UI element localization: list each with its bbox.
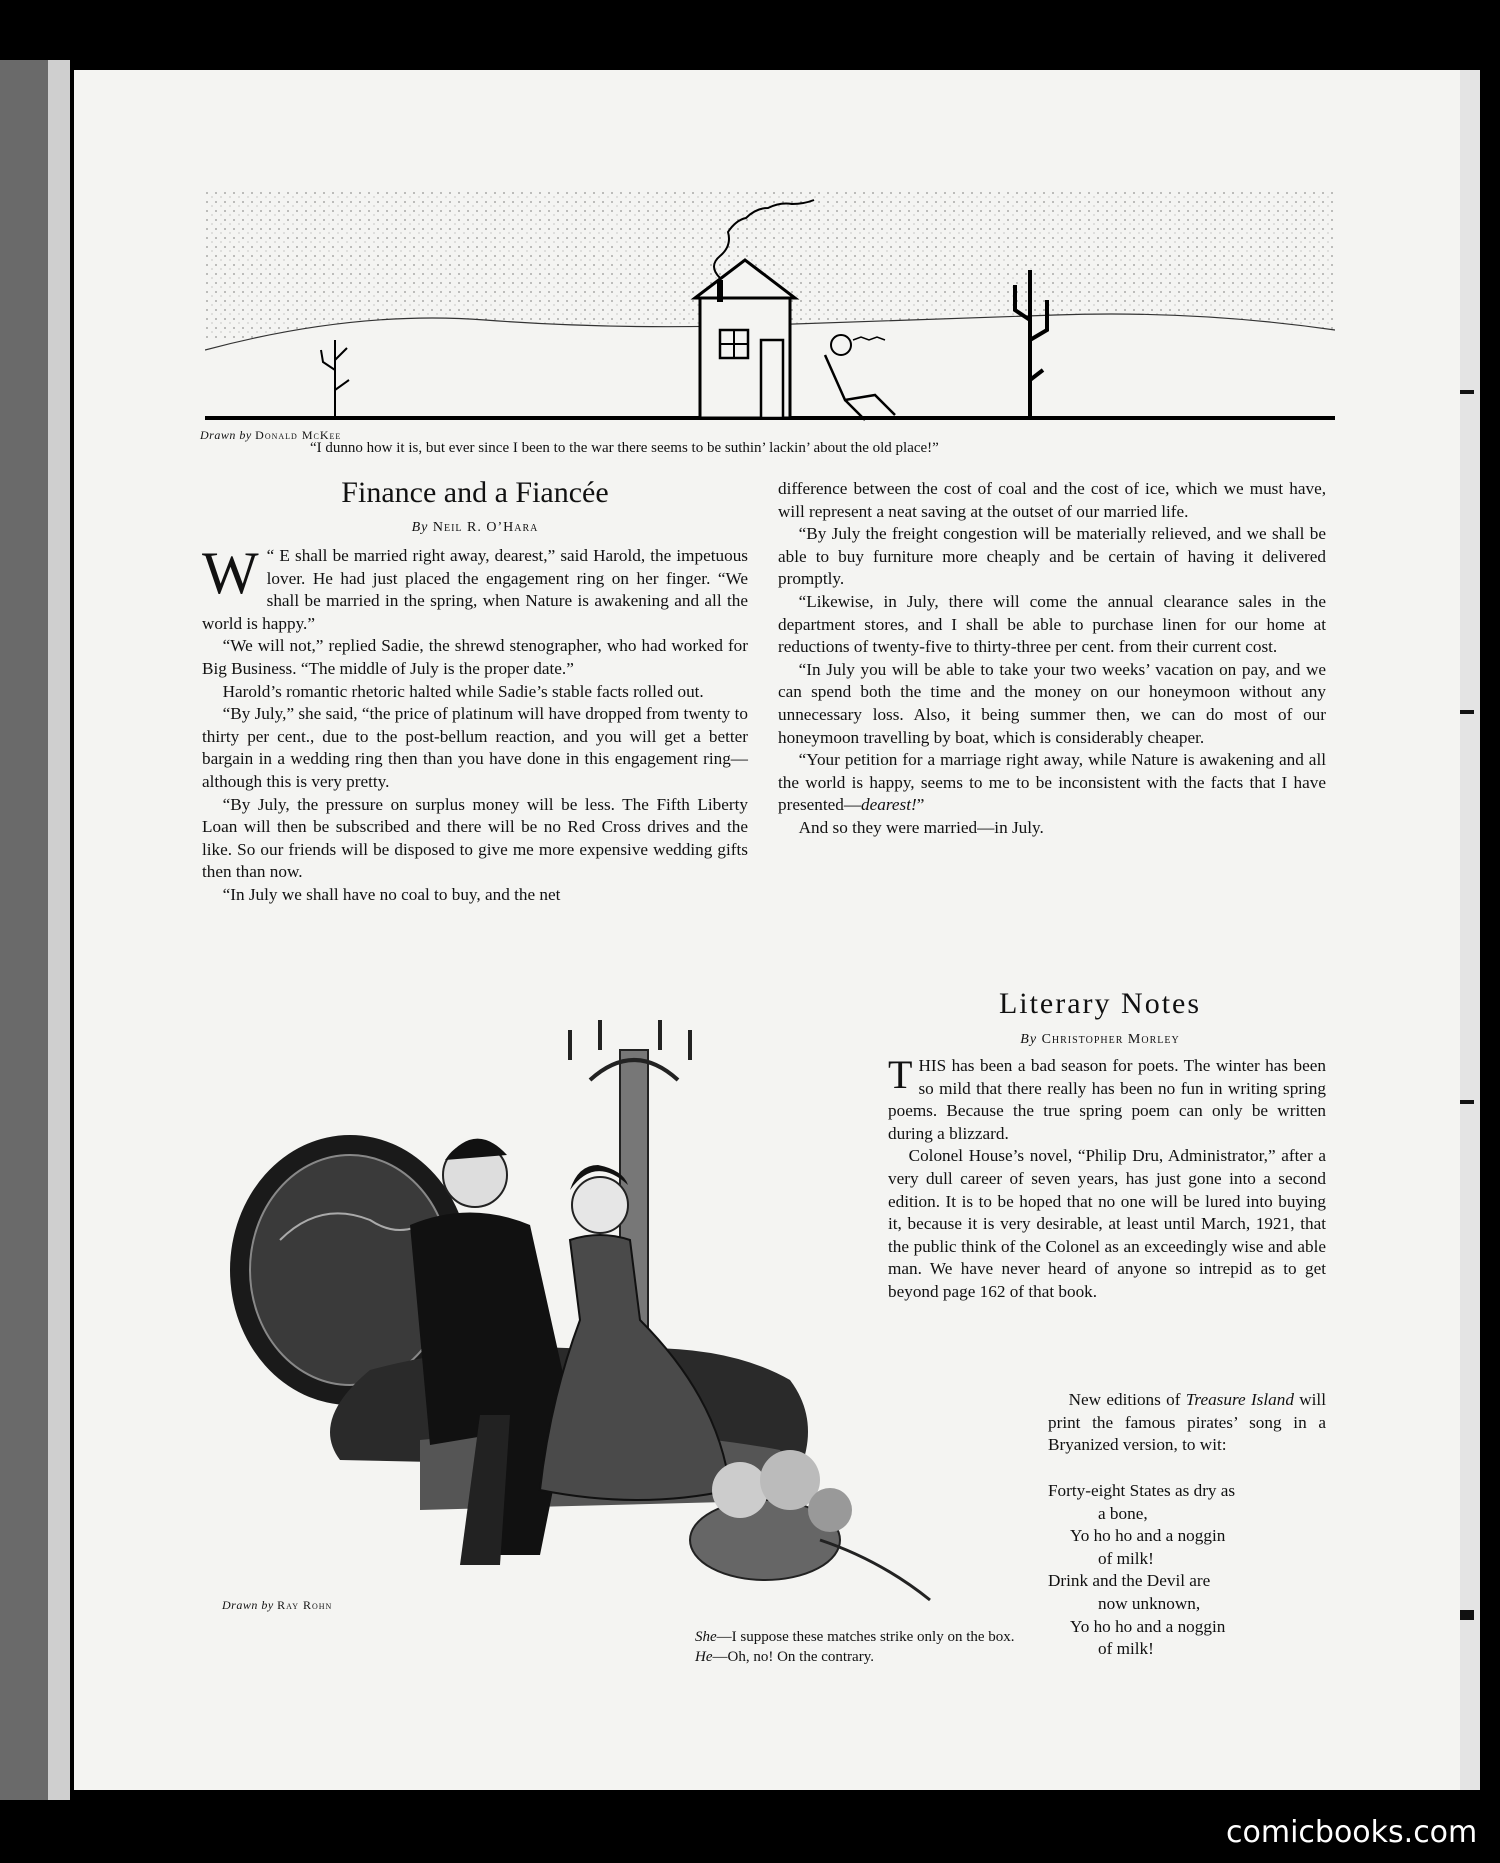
next-page-edge	[1460, 70, 1480, 1790]
desert-cabin-illustration	[205, 190, 1335, 425]
article-title-literary-notes: Literary Notes	[998, 987, 1202, 1020]
article-byline-literary-notes: By Christopher Morley	[1020, 1032, 1180, 1047]
bottom-cartoon-caption: She—I suppose these matches strike only on the box. He—Oh, no! On the contrary.	[695, 1629, 1015, 1665]
book-binding	[0, 60, 70, 1800]
bottom-cartoon-credit: Drawn by Ray Rohn	[222, 1598, 333, 1612]
top-cartoon-credit: Drawn by Donald McKee	[200, 428, 342, 442]
drop-cap: T	[888, 1052, 913, 1097]
pirate-song-poem: Forty-eight States as dry as a bone, Yo ho ho and a noggin of milk! Drink and the Devil are now unknown, Yo ho ho and a noggin of milk!	[1048, 1481, 1236, 1659]
top-cartoon-caption: “I dunno how it is, but ever since I been to the war there seems to be suthin’ lackin’ about the old place!”	[310, 440, 939, 456]
couple-on-sofa-illustration	[220, 1020, 1040, 1630]
article-title-finance: Finance and a Fiancée	[341, 476, 609, 509]
literary-notes-treasure-island: New editions of Treasure Island will print the famous pirates’ song in a Bryanized version, to wit:	[1048, 1390, 1326, 1455]
article-finance-column-1: W “ E shall be married right away, dearest,” said Harold, the impetuous lover. He had just placed the engagement ring on her finger. “We shall be married in the spring, when Nature is awakening and all the world is happy.” “We will not,” replied Sadie, the shrewd stenographer, who had worked for Big Business. “The middle of July is the proper date.” Harold’s romantic rhetoric halted while Sadie’s stable facts rolled out. “By July,” she said, “the price of platinum will have dropped from twenty to thirty per cent., due to the post-bellum reaction, and you will get a better bargain in a wedding ring then than you have done in this engagement ring—although this is very pretty. “By July, the pressure on surplus money will be less. The Fifth Liberty Loan will then be subscribed and there will be no Red Cross drives and the like. So our friends will be disposed to give me more expensive wedding gifts then than now. “In July we shall have no coal to buy, and the net	[202, 540, 748, 904]
drop-cap: W	[202, 540, 259, 606]
article-finance-column-2: difference between the cost of coal and the cost of ice, which we must have, will represent a neat saving at the outset of our married life. “By July the freight congestion will be materially relieved, and we shall be able to buy furniture more cheaply and be certain of having it delivered promptly. “Likewise, in July, there will come the annual clearance sales in the department stores, and I shall be able to purchase linen for our home at reductions of twenty-five to thirty-three per cent. from their current cost. “In July you will be able to take your two weeks’ vacation on pay, and we can spend both the time and the money on our honeymoon without any unnecessary loss. Also, it being summer then, we can do most of our honeymoon travelling by boat, which is considerably cheaper. “Your petition for a marriage right away, while Nature is awakening and all the world is happy, seems to me to be inconsistent with the facts that I have presented—dearest!” And so they were married—in July.	[778, 479, 1326, 837]
site-watermark: comicbooks.com	[1226, 1815, 1478, 1850]
literary-notes-column: THIS has been a bad season for poets. The winter has been so mild that there really has been no fun in writing spring poems. Because the true spring poem can only be written during a blizzard. Colonel House’s novel, “Philip Dru, Administrator,” after a very dull career of seven years, has just gone into a second edition. It is to be hoped that no one will be lured into buying it, because it is very desirable, at least until March, 1921, that the public think of the Colonel as an exceedingly wise and able man. We have never heard of anyone so intrepid as to get beyond page 162 of that book.	[888, 1052, 1326, 1301]
article-byline-finance: By Neil R. O’Hara	[411, 520, 539, 535]
